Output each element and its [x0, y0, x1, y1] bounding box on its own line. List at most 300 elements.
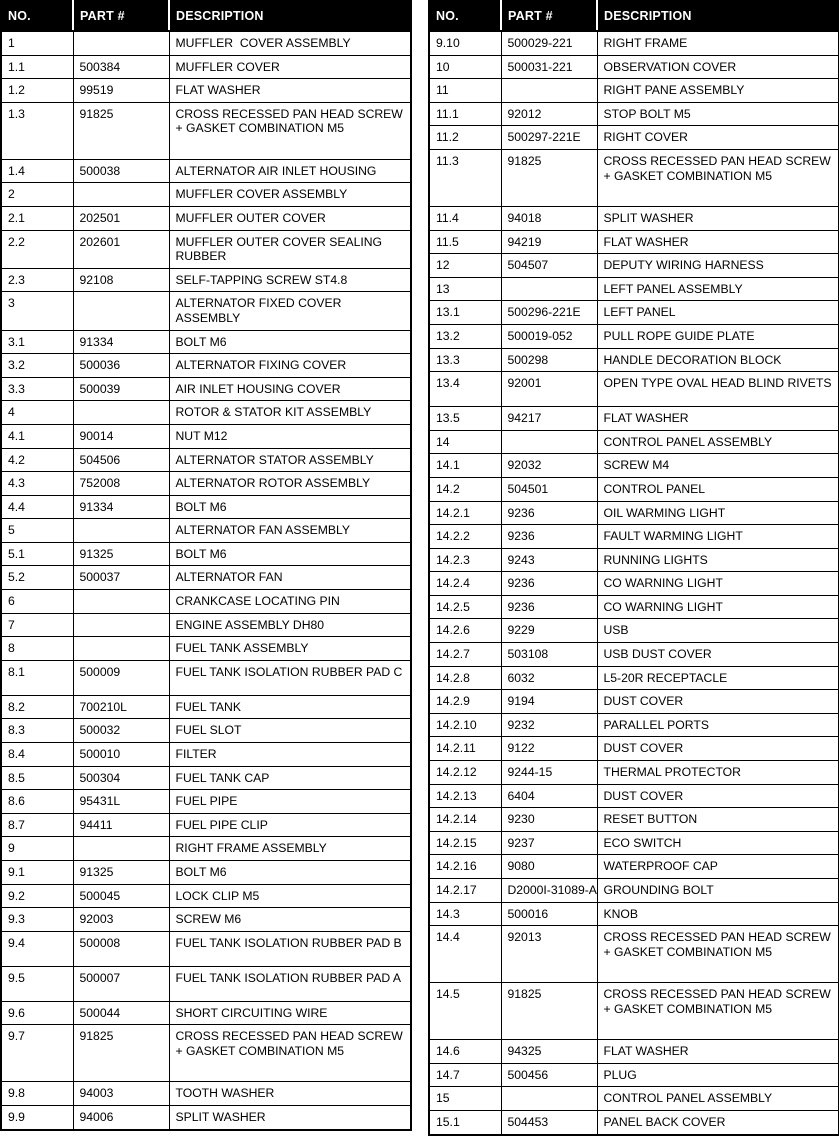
- cell-part-number: 91334: [73, 495, 169, 519]
- cell-item-number: 14.2.8: [429, 666, 501, 690]
- cell-item-number: 2.2: [1, 230, 73, 268]
- cell-part-number: 504453: [501, 1110, 597, 1134]
- table-row[interactable]: [429, 808, 839, 832]
- cell-part-number: 500039: [73, 377, 169, 401]
- cell-item-number: 14.1: [429, 454, 501, 478]
- cell-item-number: 8: [1, 637, 73, 661]
- table-row[interactable]: [1, 1001, 411, 1025]
- cell-description: ROTOR & STATOR KIT ASSEMBLY: [169, 401, 411, 425]
- cell-item-number: 11.3: [429, 149, 501, 206]
- table-row[interactable]: [1, 695, 411, 719]
- table-row[interactable]: [429, 301, 839, 325]
- cell-part-number: 91825: [73, 102, 169, 159]
- cell-item-number: 15.1: [429, 1110, 501, 1134]
- left-parts-table: [0, 0, 412, 1131]
- column-header-description: DESCRIPTION: [597, 1, 839, 31]
- table-row[interactable]: [1, 102, 411, 159]
- table-row[interactable]: [429, 595, 839, 619]
- cell-description: THERMAL PROTECTOR: [597, 761, 839, 785]
- cell-item-number: 9.5: [1, 966, 73, 1001]
- cell-item-number: 14.2.9: [429, 690, 501, 714]
- cell-item-number: 14: [429, 430, 501, 454]
- table-row[interactable]: [1, 55, 411, 79]
- cell-description: SELF-TAPPING SCREW ST4.8: [169, 268, 411, 292]
- table-row[interactable]: [1, 354, 411, 378]
- table-row[interactable]: [429, 126, 839, 150]
- table-row[interactable]: [429, 254, 839, 278]
- cell-description: FUEL TANK: [169, 695, 411, 719]
- table-row[interactable]: [429, 372, 839, 407]
- cell-item-number: 11.4: [429, 206, 501, 230]
- cell-description: CROSS RECESSED PAN HEAD SCREW + GASKET COMBINATION M5: [597, 983, 839, 1040]
- table-row[interactable]: [1, 790, 411, 814]
- cell-part-number: 95431L: [73, 790, 169, 814]
- table-row[interactable]: [429, 55, 839, 79]
- cell-item-number: 3.1: [1, 330, 73, 354]
- cell-description: MUFFLER OUTER COVER SEALING RUBBER: [169, 230, 411, 268]
- cell-part-number: 9122: [501, 737, 597, 761]
- cell-description: CONTROL PANEL ASSEMBLY: [597, 1087, 839, 1111]
- cell-description: FAULT WARMING LIGHT: [597, 525, 839, 549]
- cell-item-number: 2: [1, 183, 73, 207]
- table-row[interactable]: [1, 448, 411, 472]
- cell-description: SPLIT WASHER: [169, 1105, 411, 1129]
- cell-item-number: 9: [1, 837, 73, 861]
- column-header-part: PART #: [501, 1, 597, 31]
- cell-part-number: 94217: [501, 407, 597, 431]
- table-row[interactable]: [429, 713, 839, 737]
- cell-description: FUEL SLOT: [169, 719, 411, 743]
- cell-description: PULL ROPE GUIDE PLATE: [597, 324, 839, 348]
- cell-description: ALTERNATOR ROTOR ASSEMBLY: [169, 472, 411, 496]
- cell-item-number: 2.1: [1, 206, 73, 230]
- right-table-body: [429, 31, 839, 1135]
- cell-item-number: 14.2.15: [429, 831, 501, 855]
- table-row[interactable]: [429, 737, 839, 761]
- cell-description: CO WARNING LIGHT: [597, 595, 839, 619]
- table-row[interactable]: [1, 590, 411, 614]
- cell-part-number: 503108: [501, 643, 597, 667]
- cell-part-number: 202501: [73, 206, 169, 230]
- table-row[interactable]: [429, 761, 839, 785]
- table-row[interactable]: [429, 926, 839, 983]
- table-row[interactable]: [1, 637, 411, 661]
- cell-part-number: 94003: [73, 1082, 169, 1106]
- cell-description: ALTERNATOR FAN ASSEMBLY: [169, 519, 411, 543]
- cell-description: L5-20R RECEPTACLE: [597, 666, 839, 690]
- cell-part-number: 92013: [501, 926, 597, 983]
- cell-part-number: [73, 613, 169, 637]
- table-row[interactable]: [429, 1110, 839, 1134]
- table-row[interactable]: [1, 884, 411, 908]
- table-row[interactable]: [1, 966, 411, 1001]
- left-table-container: [0, 0, 410, 1131]
- cell-description: CROSS RECESSED PAN HEAD SCREW + GASKET COMBINATION M5: [597, 149, 839, 206]
- cell-part-number: 94219: [501, 230, 597, 254]
- cell-part-number: 9080: [501, 855, 597, 879]
- table-row[interactable]: [429, 1040, 839, 1064]
- table-row[interactable]: [1, 183, 411, 207]
- table-row[interactable]: [1, 206, 411, 230]
- cell-description: MUFFLER COVER ASSEMBLY: [169, 31, 411, 55]
- cell-item-number: 9.6: [1, 1001, 73, 1025]
- cell-description: ALTERNATOR FIXING COVER: [169, 354, 411, 378]
- cell-item-number: 3: [1, 292, 73, 330]
- cell-description: RIGHT FRAME ASSEMBLY: [169, 837, 411, 861]
- cell-item-number: 14.3: [429, 902, 501, 926]
- cell-item-number: 3.3: [1, 377, 73, 401]
- cell-part-number: 9232: [501, 713, 597, 737]
- table-row[interactable]: [1, 542, 411, 566]
- cell-item-number: 1.2: [1, 79, 73, 103]
- cell-item-number: 13.1: [429, 301, 501, 325]
- table-row[interactable]: [429, 572, 839, 596]
- cell-description: FILTER: [169, 743, 411, 767]
- cell-description: CROSS RECESSED PAN HEAD SCREW + GASKET COMBINATION M5: [597, 926, 839, 983]
- table-row[interactable]: [429, 230, 839, 254]
- table-row[interactable]: [429, 277, 839, 301]
- right-parts-table: [428, 0, 839, 1136]
- table-row[interactable]: [429, 79, 839, 103]
- cell-part-number: [73, 590, 169, 614]
- table-row[interactable]: [1, 472, 411, 496]
- cell-part-number: 94006: [73, 1105, 169, 1129]
- table-row[interactable]: [1, 613, 411, 637]
- cell-part-number: 504507: [501, 254, 597, 278]
- cell-part-number: 9229: [501, 619, 597, 643]
- cell-part-number: 94018: [501, 206, 597, 230]
- cell-part-number: 9243: [501, 548, 597, 572]
- cell-description: FLAT WASHER: [169, 79, 411, 103]
- cell-item-number: 14.6: [429, 1040, 501, 1064]
- cell-description: MUFFLER COVER ASSEMBLY: [169, 183, 411, 207]
- table-row[interactable]: [1, 31, 411, 55]
- cell-part-number: 500008: [73, 931, 169, 966]
- cell-description: FLAT WASHER: [597, 230, 839, 254]
- cell-description: OIL WARMING LIGHT: [597, 501, 839, 525]
- cell-item-number: 9.7: [1, 1025, 73, 1082]
- cell-item-number: 8.1: [1, 660, 73, 695]
- table-row[interactable]: [429, 879, 839, 903]
- cell-part-number: 202601: [73, 230, 169, 268]
- cell-item-number: 4: [1, 401, 73, 425]
- table-row[interactable]: [1, 1105, 411, 1129]
- table-row[interactable]: [429, 324, 839, 348]
- cell-item-number: 10: [429, 55, 501, 79]
- cell-part-number: 500296-221E: [501, 301, 597, 325]
- cell-description: OPEN TYPE OVAL HEAD BLIND RIVETS: [597, 372, 839, 407]
- cell-description: ALTERNATOR FIXED COVER ASSEMBLY: [169, 292, 411, 330]
- cell-description: SCREW M6: [169, 908, 411, 932]
- cell-part-number: 500304: [73, 766, 169, 790]
- table-row[interactable]: [429, 149, 839, 206]
- cell-part-number: 500037: [73, 566, 169, 590]
- cell-part-number: 92001: [501, 372, 597, 407]
- cell-item-number: 8.4: [1, 743, 73, 767]
- cell-part-number: 99519: [73, 79, 169, 103]
- table-row[interactable]: [429, 430, 839, 454]
- cell-part-number: 500019-052: [501, 324, 597, 348]
- cell-description: RIGHT COVER: [597, 126, 839, 150]
- cell-description: LOCK CLIP M5: [169, 884, 411, 908]
- table-row[interactable]: [429, 206, 839, 230]
- cell-description: FUEL TANK ISOLATION RUBBER PAD B: [169, 931, 411, 966]
- cell-part-number: 700210L: [73, 695, 169, 719]
- cell-description: CRANKCASE LOCATING PIN: [169, 590, 411, 614]
- table-row[interactable]: [429, 525, 839, 549]
- cell-item-number: 4.2: [1, 448, 73, 472]
- cell-part-number: [73, 519, 169, 543]
- cell-part-number: 6404: [501, 784, 597, 808]
- cell-part-number: 9230: [501, 808, 597, 832]
- table-row[interactable]: [429, 102, 839, 126]
- column-header-no: NO.: [1, 1, 73, 31]
- cell-part-number: 504506: [73, 448, 169, 472]
- cell-part-number: 92032: [501, 454, 597, 478]
- cell-part-number: 9236: [501, 572, 597, 596]
- cell-description: LEFT PANEL: [597, 301, 839, 325]
- cell-part-number: 500038: [73, 159, 169, 183]
- cell-part-number: 500032: [73, 719, 169, 743]
- right-table-header: [429, 1, 839, 31]
- cell-description: CROSS RECESSED PAN HEAD SCREW + GASKET COMBINATION M5: [169, 102, 411, 159]
- cell-description: BOLT M6: [169, 330, 411, 354]
- cell-item-number: 14.2.1: [429, 501, 501, 525]
- table-row[interactable]: [429, 548, 839, 572]
- table-row[interactable]: [429, 454, 839, 478]
- cell-part-number: 94325: [501, 1040, 597, 1064]
- cell-part-number: [73, 637, 169, 661]
- cell-part-number: 91325: [73, 542, 169, 566]
- cell-description: ALTERNATOR FAN: [169, 566, 411, 590]
- cell-description: CONTROL PANEL ASSEMBLY: [597, 430, 839, 454]
- cell-item-number: 8.7: [1, 813, 73, 837]
- cell-description: PARALLEL PORTS: [597, 713, 839, 737]
- table-row[interactable]: [429, 666, 839, 690]
- table-row[interactable]: [429, 902, 839, 926]
- cell-item-number: 5.2: [1, 566, 73, 590]
- cell-description: TOOTH WASHER: [169, 1082, 411, 1106]
- cell-part-number: [501, 277, 597, 301]
- cell-description: NUT M12: [169, 424, 411, 448]
- cell-item-number: 1.4: [1, 159, 73, 183]
- cell-item-number: 5.1: [1, 542, 73, 566]
- table-row[interactable]: [429, 31, 839, 55]
- cell-item-number: 4.1: [1, 424, 73, 448]
- cell-description: BOLT M6: [169, 495, 411, 519]
- cell-part-number: [501, 79, 597, 103]
- table-row[interactable]: [1, 660, 411, 695]
- cell-part-number: 500456: [501, 1063, 597, 1087]
- cell-description: DEPUTY WIRING HARNESS: [597, 254, 839, 278]
- cell-item-number: 3.2: [1, 354, 73, 378]
- table-row[interactable]: [1, 1082, 411, 1106]
- cell-part-number: 6032: [501, 666, 597, 690]
- cell-item-number: 11.2: [429, 126, 501, 150]
- cell-item-number: 8.2: [1, 695, 73, 719]
- cell-part-number: 500010: [73, 743, 169, 767]
- table-row[interactable]: [1, 79, 411, 103]
- table-row[interactable]: [1, 566, 411, 590]
- table-row[interactable]: [429, 831, 839, 855]
- cell-item-number: 9.9: [1, 1105, 73, 1129]
- cell-part-number: 92003: [73, 908, 169, 932]
- cell-item-number: 9.8: [1, 1082, 73, 1106]
- cell-part-number: 9244-15: [501, 761, 597, 785]
- table-row[interactable]: [1, 159, 411, 183]
- cell-item-number: 14.4: [429, 926, 501, 983]
- cell-item-number: 15: [429, 1087, 501, 1111]
- cell-part-number: [73, 31, 169, 55]
- cell-item-number: 14.2.10: [429, 713, 501, 737]
- cell-item-number: 8.3: [1, 719, 73, 743]
- header-row: [1, 1, 411, 31]
- table-row[interactable]: [429, 619, 839, 643]
- cell-description: WATERPROOF CAP: [597, 855, 839, 879]
- cell-description: MUFFLER COVER: [169, 55, 411, 79]
- column-header-no: NO.: [429, 1, 501, 31]
- cell-item-number: 1.3: [1, 102, 73, 159]
- cell-part-number: 91334: [73, 330, 169, 354]
- cell-description: FUEL TANK ISOLATION RUBBER PAD A: [169, 966, 411, 1001]
- cell-item-number: 13.4: [429, 372, 501, 407]
- table-row[interactable]: [1, 230, 411, 268]
- left-table-header: [1, 1, 411, 31]
- cell-description: ALTERNATOR STATOR ASSEMBLY: [169, 448, 411, 472]
- cell-description: RUNNING LIGHTS: [597, 548, 839, 572]
- cell-item-number: 14.2.3: [429, 548, 501, 572]
- table-row[interactable]: [1, 424, 411, 448]
- table-row[interactable]: [429, 643, 839, 667]
- table-row[interactable]: [1, 743, 411, 767]
- cell-part-number: 500384: [73, 55, 169, 79]
- cell-description: BOLT M6: [169, 861, 411, 885]
- cell-part-number: 9236: [501, 501, 597, 525]
- cell-item-number: 14.2.5: [429, 595, 501, 619]
- cell-part-number: 500029-221: [501, 31, 597, 55]
- table-row[interactable]: [1, 519, 411, 543]
- table-row[interactable]: [1, 1025, 411, 1082]
- cell-part-number: 90014: [73, 424, 169, 448]
- cell-item-number: 13: [429, 277, 501, 301]
- cell-description: USB DUST COVER: [597, 643, 839, 667]
- cell-part-number: 500297-221E: [501, 126, 597, 150]
- cell-description: FLAT WASHER: [597, 407, 839, 431]
- cell-description: GROUNDING BOLT: [597, 879, 839, 903]
- cell-item-number: 14.2.11: [429, 737, 501, 761]
- column-header-part: PART #: [73, 1, 169, 31]
- cell-item-number: 14.2.12: [429, 761, 501, 785]
- cell-item-number: 9.1: [1, 861, 73, 885]
- cell-description: KNOB: [597, 902, 839, 926]
- table-row[interactable]: [1, 377, 411, 401]
- cell-description: DUST COVER: [597, 737, 839, 761]
- table-row[interactable]: [1, 813, 411, 837]
- cell-item-number: 14.2.17: [429, 879, 501, 903]
- cell-item-number: 14.2.4: [429, 572, 501, 596]
- table-row[interactable]: [429, 407, 839, 431]
- cell-description: SHORT CIRCUITING WIRE: [169, 1001, 411, 1025]
- table-row[interactable]: [1, 719, 411, 743]
- table-row[interactable]: [429, 477, 839, 501]
- cell-description: CO WARNING LIGHT: [597, 572, 839, 596]
- cell-description: FUEL TANK ASSEMBLY: [169, 637, 411, 661]
- cell-description: PANEL BACK COVER: [597, 1110, 839, 1134]
- cell-item-number: 9.10: [429, 31, 501, 55]
- table-row[interactable]: [429, 855, 839, 879]
- table-row[interactable]: [1, 766, 411, 790]
- cell-part-number: 9194: [501, 690, 597, 714]
- cell-description: PLUG: [597, 1063, 839, 1087]
- cell-part-number: 94411: [73, 813, 169, 837]
- right-table-container: [428, 0, 838, 1136]
- cell-description: DUST COVER: [597, 784, 839, 808]
- cell-part-number: 92108: [73, 268, 169, 292]
- table-row[interactable]: [429, 348, 839, 372]
- cell-item-number: 13.3: [429, 348, 501, 372]
- table-row[interactable]: [1, 931, 411, 966]
- cell-description: STOP BOLT M5: [597, 102, 839, 126]
- cell-item-number: 14.2: [429, 477, 501, 501]
- cell-description: CONTROL PANEL: [597, 477, 839, 501]
- table-row[interactable]: [1, 292, 411, 330]
- cell-description: ECO SWITCH: [597, 831, 839, 855]
- cell-description: RIGHT FRAME: [597, 31, 839, 55]
- cell-part-number: 92012: [501, 102, 597, 126]
- table-row[interactable]: [429, 983, 839, 1040]
- table-row[interactable]: [429, 784, 839, 808]
- cell-item-number: 9.2: [1, 884, 73, 908]
- table-row[interactable]: [1, 908, 411, 932]
- table-row[interactable]: [1, 268, 411, 292]
- table-row[interactable]: [429, 690, 839, 714]
- cell-item-number: 14.2.13: [429, 784, 501, 808]
- cell-item-number: 6: [1, 590, 73, 614]
- cell-part-number: 752008: [73, 472, 169, 496]
- cell-part-number: 91825: [501, 149, 597, 206]
- cell-item-number: 8.6: [1, 790, 73, 814]
- left-table-body: [1, 31, 411, 1130]
- cell-part-number: 9236: [501, 525, 597, 549]
- table-row[interactable]: [1, 401, 411, 425]
- cell-description: SCREW M4: [597, 454, 839, 478]
- table-row[interactable]: [1, 861, 411, 885]
- column-header-description: DESCRIPTION: [169, 1, 411, 31]
- cell-part-number: [73, 292, 169, 330]
- cell-description: ENGINE ASSEMBLY DH80: [169, 613, 411, 637]
- cell-description: SPLIT WASHER: [597, 206, 839, 230]
- cell-item-number: 9.4: [1, 931, 73, 966]
- table-row[interactable]: [429, 501, 839, 525]
- table-row[interactable]: [1, 837, 411, 861]
- cell-description: DUST COVER: [597, 690, 839, 714]
- cell-item-number: 14.2.2: [429, 525, 501, 549]
- cell-item-number: 13.5: [429, 407, 501, 431]
- cell-description: CROSS RECESSED PAN HEAD SCREW + GASKET COMBINATION M5: [169, 1025, 411, 1082]
- table-row[interactable]: [1, 495, 411, 519]
- cell-item-number: 4.4: [1, 495, 73, 519]
- cell-part-number: D2000I-31089-A: [501, 879, 597, 903]
- cell-part-number: [73, 183, 169, 207]
- table-row[interactable]: [429, 1063, 839, 1087]
- cell-part-number: 9237: [501, 831, 597, 855]
- cell-description: OBSERVATION COVER: [597, 55, 839, 79]
- cell-item-number: 14.2.7: [429, 643, 501, 667]
- table-row[interactable]: [1, 330, 411, 354]
- cell-item-number: 2.3: [1, 268, 73, 292]
- cell-part-number: 91325: [73, 861, 169, 885]
- cell-part-number: [73, 837, 169, 861]
